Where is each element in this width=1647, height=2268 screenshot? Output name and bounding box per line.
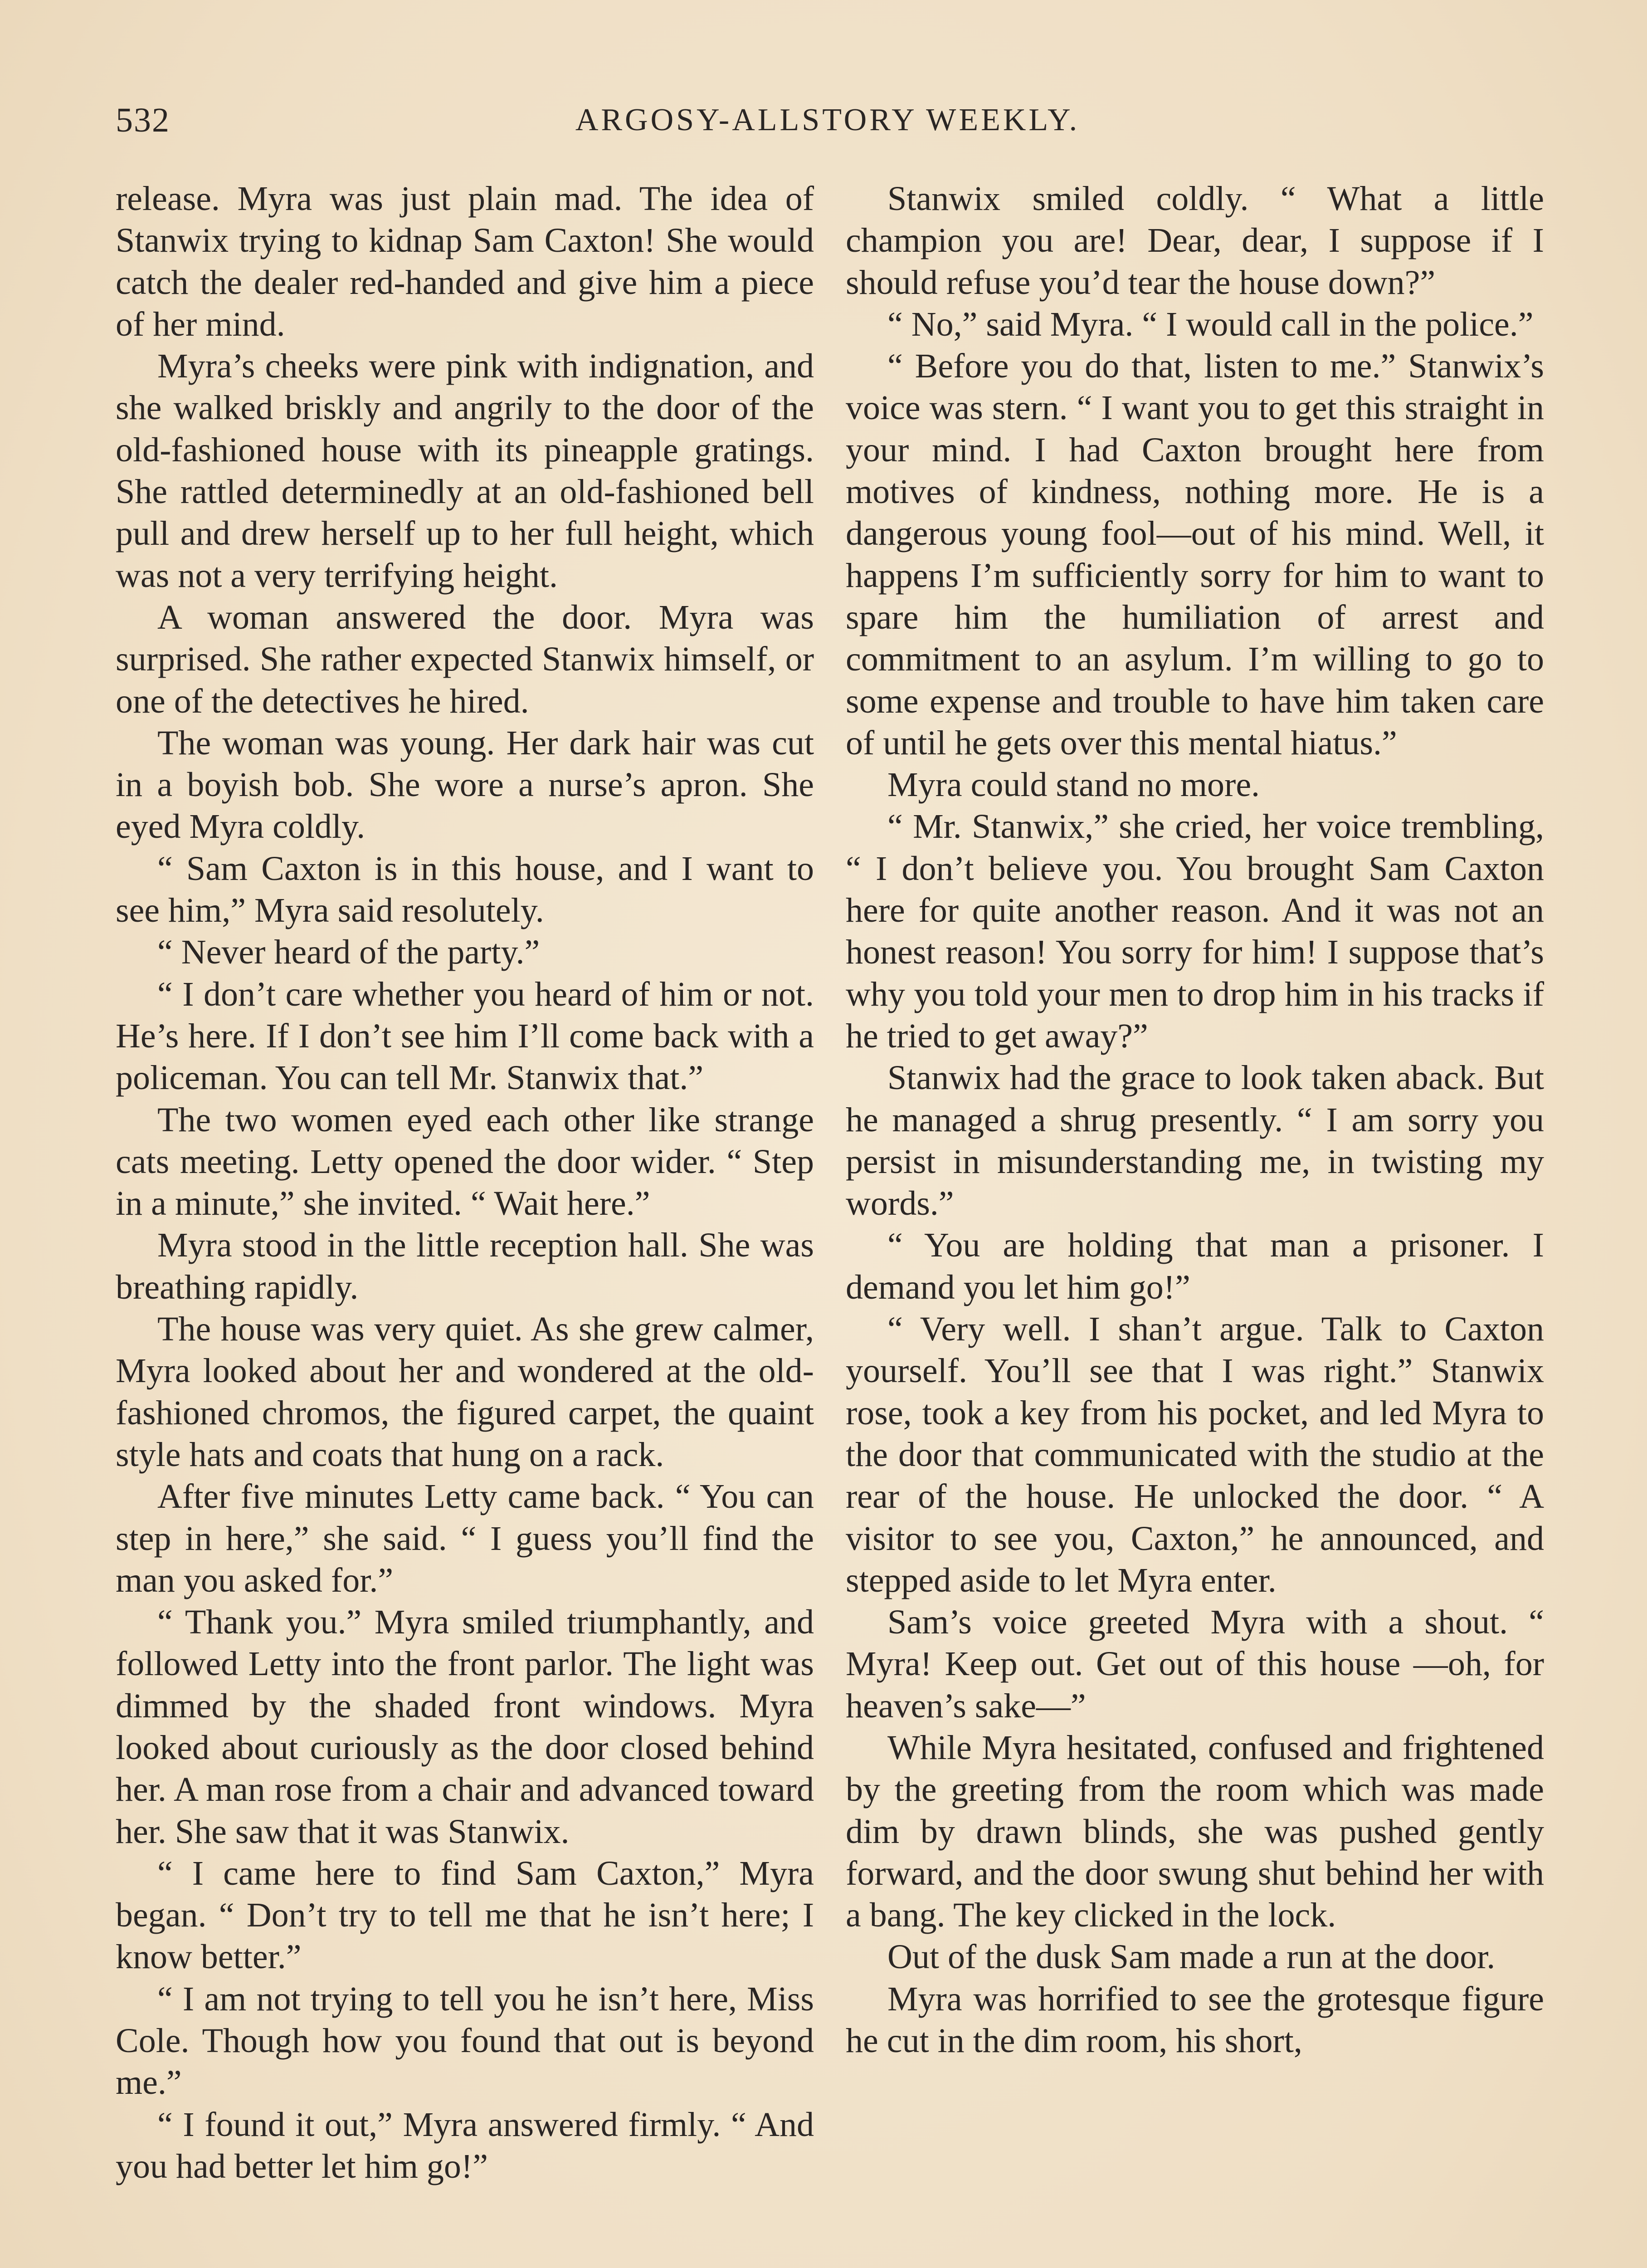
paragraph: release. Myra was just plain mad. The idea of Stanwix trying to kidnap Sam Caxton! She would catch the dealer red-handed and give him a piece of her mind. xyxy=(116,180,814,343)
paragraph: The two women eyed each other like strange cats meeting. Letty opened the door wider. “ Step in a minute,” she invited. “ Wait here.” xyxy=(116,1100,814,1223)
paragraph: Sam’s voice greeted Myra with a shout. “ Myra! Keep out. Get out of this house —oh, for heaven’s sake—” xyxy=(846,1603,1544,1725)
paragraph: The house was very quiet. As she grew calmer, Myra looked about her and wondered at the old-fashioned chromos, the figured carpet, the quaint style hats and coats that hung on a rack. xyxy=(116,1310,814,1474)
paragraph: Stanwix smiled coldly. “ What a little champion you are! Dear, dear, I suppose if I should refuse you’d tear the house down?” xyxy=(846,180,1544,302)
paragraph: Myra stood in the little reception hall. She was breathing rapidly. xyxy=(116,1226,814,1306)
paragraph: Stanwix had the grace to look taken aback. But he managed a shrug presently. “ I am sorry you persist in misunderstanding me, in twisting my words.” xyxy=(846,1059,1544,1223)
paragraph: “ Mr. Stanwix,” she cried, her voice trembling, “ I don’t believe you. You brought Sam Caxton here for quite another reason. And it was not an honest reason! You sorry for him! I suppose that’s why you told your men to drop him in his tracks if he tried to get away?” xyxy=(846,807,1544,1055)
paragraph: Myra could stand no more. xyxy=(887,766,1260,804)
paragraph: “ I came here to find Sam Caxton,” Myra began. “ Don’t try to tell me that he isn’t here; I know better.” xyxy=(116,1854,814,1976)
paragraph: “ I am not trying to tell you he isn’t here, Miss Cole. Though how you found that out is beyond me.” xyxy=(116,1980,814,2102)
paragraph: While Myra hesitated, confused and frightened by the greeting from the room which was made dim by drawn blinds, she was pushed gently forward, and the door swung shut behind her with a bang. The key clicked in the lock. xyxy=(846,1728,1544,1935)
paragraph: “ Very well. I shan’t argue. Talk to Caxton yourself. You’ll see that I was right.” Stanwix rose, took a key from his pocket, and led Myra to the door that communicated with the studio at the rear of the house. He unlocked the door. “ A visitor to see you, Caxton,” he announced, and stepped aside to let Myra enter. xyxy=(846,1310,1544,1599)
paragraph: “ Sam Caxton is in this house, and I want to see him,” Myra said resolutely. xyxy=(116,849,814,930)
paragraph: “ Before you do that, listen to me.” Stanwix’s voice was stern. “ I want you to get this straight in your mind. I had Caxton brought here from motives of kindness, nothing more. He is a dangerous young fool—out of his mind. Well, it happens I’m sufficiently sorry for him to want to spare him the humiliation of arrest and commitment to an asylum. I’m willing to go to some expense and trouble to have him taken care of until he gets over this mental hiatus.” xyxy=(846,347,1544,762)
running-title: ARGOSY-ALLSTORY WEEKLY. xyxy=(575,103,1080,137)
paragraph: “ I don’t care whether you heard of him or not. He’s here. If I don’t see him I’ll come back with a policeman. You can tell Mr. Stanwix that.” xyxy=(116,975,814,1097)
paragraph: “ I found it out,” Myra answered firmly. “ And you had better let him go!” xyxy=(116,2105,814,2185)
paragraph: “ Never heard of the party.” xyxy=(157,933,540,972)
paragraph: After five minutes Letty came back. “ You can step in here,” she said. “ I guess you’ll find the man you asked for.” xyxy=(116,1477,814,1599)
left-column xyxy=(116,178,814,2187)
paragraph: “ Thank you.” Myra smiled triumphantly, and followed Letty into the front parlor. The light was dimmed by the shaded front windows. Myra looked about curiously as the door closed behind her. A man rose from a chair and advanced toward her. She saw that it was Stanwix. xyxy=(116,1603,814,1851)
paragraph: A woman answered the door. Myra was surprised. She rather expected Stanwix himself, or one of the detectives he hired. xyxy=(116,598,814,720)
paragraph: “ No,” said Myra. “ I would call in the police.” xyxy=(887,305,1534,343)
page-number: 532 xyxy=(116,101,170,139)
paragraph: Out of the dusk Sam made a run at the door. xyxy=(887,1938,1496,1976)
paragraph: Myra was horrified to see the grotesque figure he cut in the dim room, his short, xyxy=(846,1980,1544,2060)
page-header xyxy=(116,95,1540,145)
paragraph: Myra’s cheeks were pink with indignation, and she walked briskly and angrily to the door of the old-fashioned house with its pineapple gratings. She rattled determinedly at an old-fashioned bell pull and drew herself up to her full height, which was not a very terrifying height. xyxy=(116,347,814,595)
paragraph: “ You are holding that man a prisoner. I demand you let him go!” xyxy=(846,1226,1544,1306)
right-column xyxy=(846,178,1544,2062)
paragraph: The woman was young. Her dark hair was cut in a boyish bob. She wore a nurse’s apron. She eyed Myra coldly. xyxy=(116,723,814,846)
